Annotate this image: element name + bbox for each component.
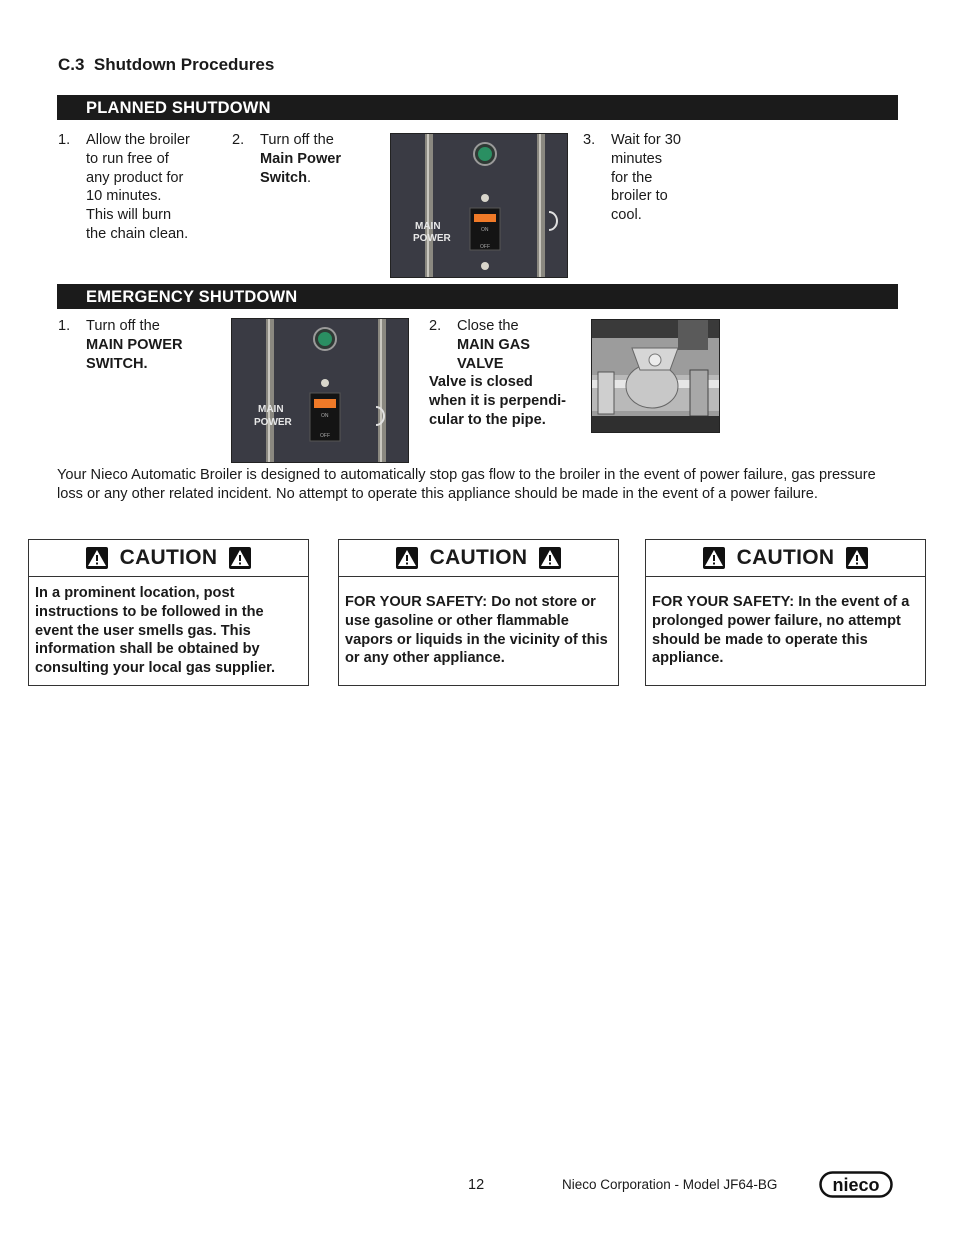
caution-text: FOR YOUR SAFETY: Do not store or use gasoline or other flammable vapors or liquids in the vicinity of this or any other appliance. bbox=[345, 594, 608, 667]
main-label: MAIN bbox=[415, 221, 441, 232]
off-label: OFF bbox=[320, 433, 330, 439]
step-line: to run free of bbox=[86, 150, 169, 167]
footer-corporation: Nieco Corporation - Model JF64-BG bbox=[562, 1177, 778, 1192]
power-label: POWER bbox=[254, 417, 292, 428]
step-line: broiler to bbox=[611, 188, 668, 205]
on-label: ON bbox=[481, 227, 489, 233]
main-label: MAIN bbox=[258, 404, 284, 415]
warning-icon bbox=[703, 547, 725, 569]
caution-header bbox=[646, 540, 925, 577]
main-power-switch-photo bbox=[390, 133, 568, 278]
page-number: 12 bbox=[468, 1177, 485, 1193]
caution-box-flammable bbox=[338, 539, 619, 686]
step-line: 10 minutes. bbox=[86, 188, 162, 205]
step-line: Close the bbox=[457, 318, 519, 334]
emergency-power-switch-photo bbox=[231, 318, 409, 463]
off-label: OFF bbox=[480, 244, 490, 250]
step-number: 3. bbox=[583, 132, 596, 148]
nieco-logo-mark bbox=[819, 1171, 895, 1199]
step-line: This will burn bbox=[86, 207, 172, 224]
caution-header bbox=[29, 540, 308, 577]
valve-note-line: cular to the pipe. bbox=[429, 411, 546, 428]
step-line: for the bbox=[611, 169, 653, 186]
warning-icon bbox=[396, 547, 418, 569]
step-bold: MAIN POWER bbox=[86, 336, 183, 353]
gas-valve-photo bbox=[591, 319, 720, 433]
planned-shutdown-heading: PLANNED SHUTDOWN bbox=[57, 95, 898, 120]
gas-valve-illustration bbox=[592, 320, 719, 432]
warning-icon bbox=[539, 547, 561, 569]
warning-icon bbox=[846, 547, 868, 569]
caution-header bbox=[339, 540, 618, 577]
section-name: Shutdown Procedures bbox=[93, 55, 275, 74]
step-line: cool. bbox=[611, 207, 642, 224]
valve-note-line: Valve is closed bbox=[429, 374, 533, 390]
step-number: 1. bbox=[58, 318, 71, 334]
emergency-step-2 bbox=[429, 317, 584, 432]
emergency-power-switch-illustration bbox=[232, 319, 408, 462]
step-number: 2. bbox=[429, 318, 442, 334]
planned-step-2 bbox=[232, 131, 382, 201]
step-number: 2. bbox=[232, 132, 245, 148]
warning-icon bbox=[86, 547, 108, 569]
emergency-shutdown-heading: EMERGENCY SHUTDOWN bbox=[57, 284, 898, 309]
caution-box-gas-smell bbox=[28, 539, 309, 686]
caution-text: In a prominent location, post instructions to be followed in the event the user smells gas. This information shall be obtained by consulting your local gas supplier. bbox=[35, 585, 276, 677]
section-title bbox=[58, 55, 274, 75]
step-number: 1. bbox=[58, 132, 71, 148]
caution-box-power-failure bbox=[645, 539, 926, 686]
main-power-switch-illustration bbox=[391, 134, 567, 277]
warning-icon bbox=[229, 547, 251, 569]
caution-text: FOR YOUR SAFETY: In the event of a prolonged power failure, no attempt should be made to operate this appliance. bbox=[652, 594, 910, 667]
power-label: POWER bbox=[413, 233, 451, 244]
on-label: ON bbox=[321, 413, 329, 419]
step-line: minutes bbox=[611, 150, 663, 167]
step-line: Turn off the bbox=[260, 132, 334, 148]
step-line: Allow the broiler bbox=[86, 132, 190, 148]
step-line: Wait for 30 bbox=[611, 132, 682, 148]
step-line: the chain clean. bbox=[86, 225, 189, 242]
section-number: C.3 bbox=[58, 55, 85, 74]
step-bold: Switch bbox=[260, 169, 308, 186]
valve-note-line: when it is perpendi- bbox=[429, 392, 567, 409]
step-bold: MAIN GAS bbox=[457, 336, 530, 353]
emergency-step-1 bbox=[58, 317, 223, 377]
step-line: any product for bbox=[86, 169, 184, 186]
caution-word: CAUTION bbox=[429, 546, 528, 569]
planned-step-3 bbox=[583, 131, 713, 231]
caution-word: CAUTION bbox=[736, 546, 835, 569]
planned-step-1 bbox=[58, 131, 218, 251]
caution-word: CAUTION bbox=[119, 546, 218, 569]
step-end: . bbox=[307, 169, 312, 186]
nieco-logo bbox=[819, 1171, 895, 1199]
logo-text: nieco bbox=[832, 1175, 880, 1195]
power-failure-paragraph: Your Nieco Automatic Broiler is designed to automatically stop gas flow to the broiler in the event of power failure, gas pressure loss or any other related incident. No attempt to operate this appliance should be made in the event of a power failure. bbox=[57, 467, 876, 502]
step-line: Turn off the bbox=[86, 318, 160, 334]
step-bold: Main Power bbox=[260, 150, 342, 167]
step-bold: SWITCH. bbox=[86, 355, 148, 372]
step-bold: VALVE bbox=[457, 355, 504, 372]
